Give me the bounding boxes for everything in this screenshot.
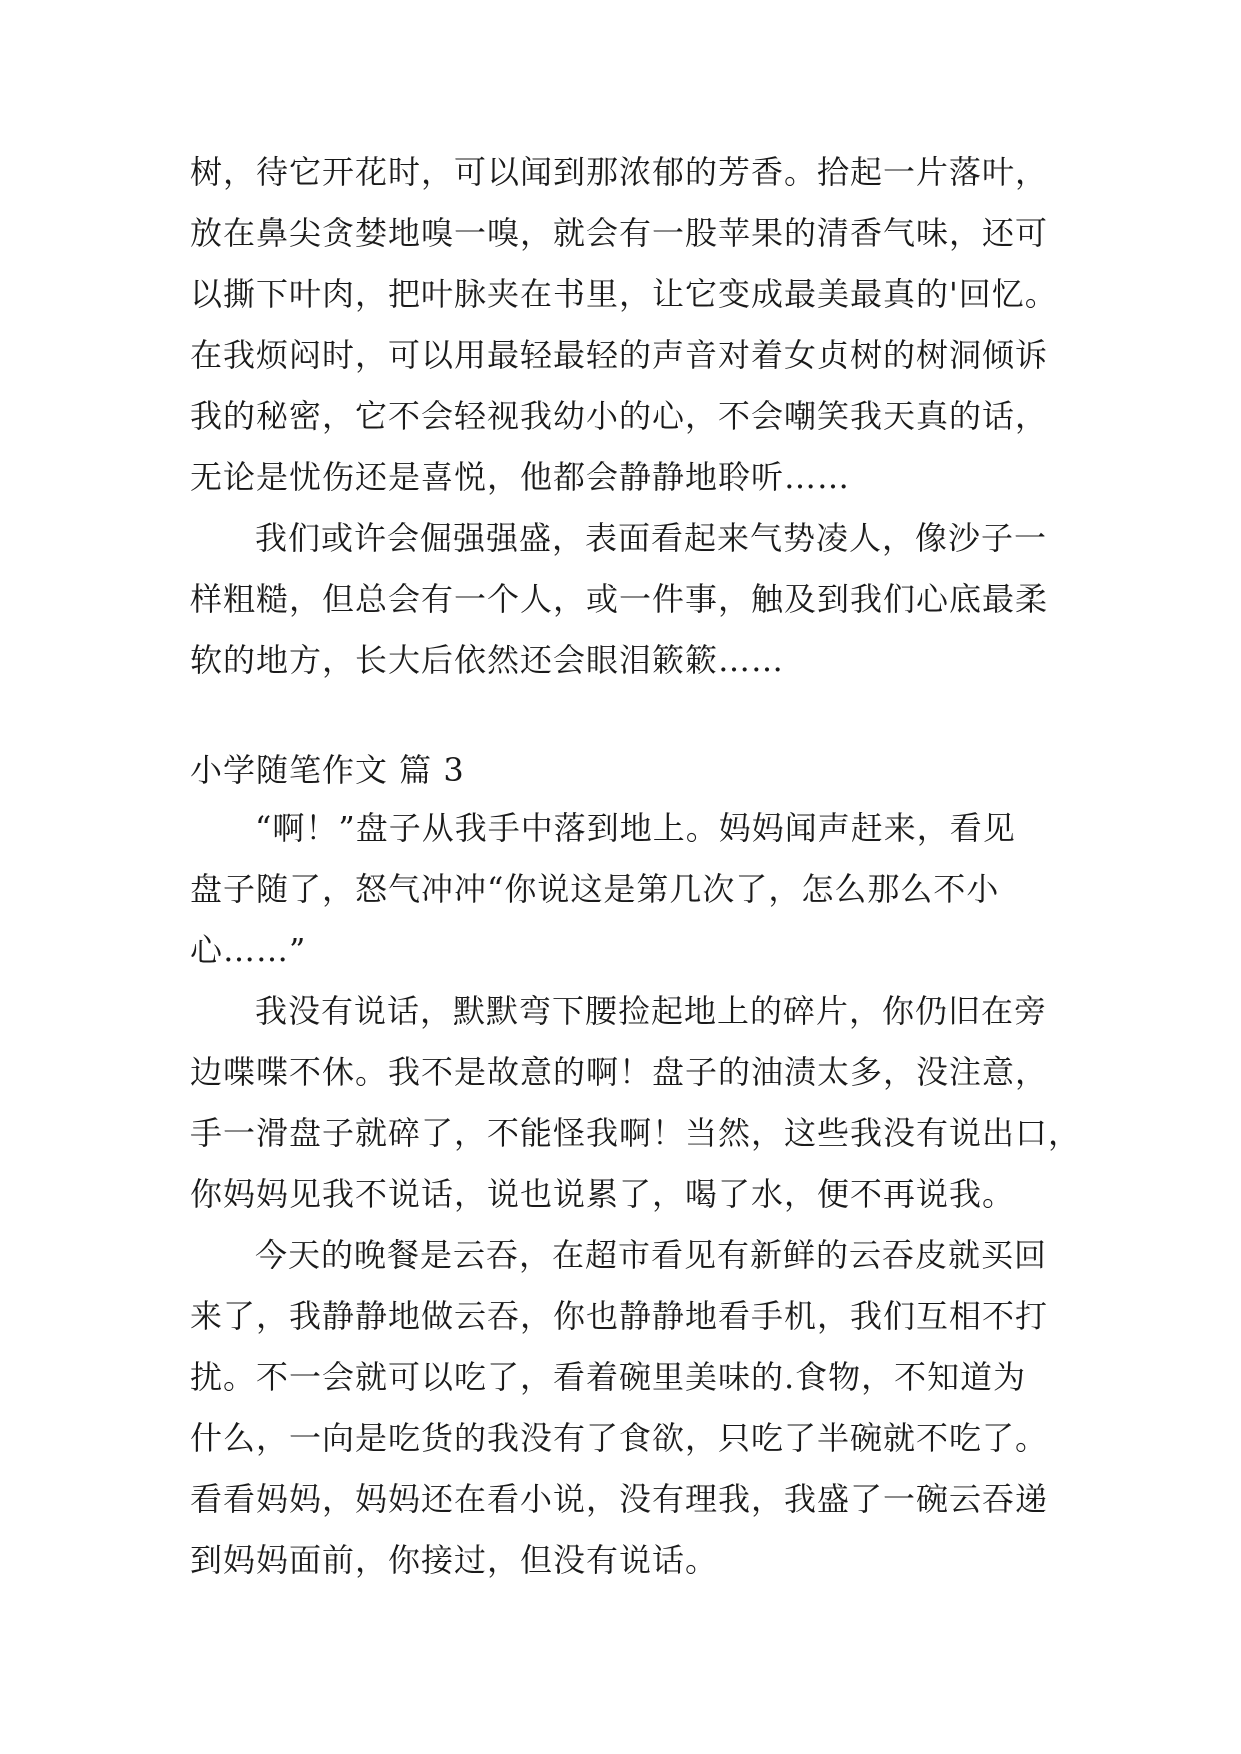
paragraph-line: 心……” [190, 931, 307, 969]
section-heading: 小学随笔作文 篇 3 [190, 751, 465, 789]
paragraph-line: “啊！”盘子从我手中落到地上。妈妈闻声赶来，看见 [255, 809, 1016, 847]
paragraph-line: 到妈妈面前，你接过，但没有说话。 [190, 1541, 719, 1579]
paragraph-line: 我们或许会倔强强盛，表面看起来气势凌人，像沙子一 [255, 519, 1048, 557]
paragraph-line: 我的秘密，它不会轻视我幼小的心，不会嘲笑我天真的话， [190, 397, 1049, 435]
paragraph-line: 边喋喋不休。我不是故意的啊！盘子的油渍太多，没注意， [190, 1053, 1049, 1091]
paragraph-line: 无论是忧伤还是喜悦，他都会静静地聆听…… [190, 458, 851, 496]
paragraph-line: 什么，一向是吃货的我没有了食欲，只吃了半碗就不吃了。 [190, 1419, 1049, 1457]
paragraph-line: 在我烦闷时，可以用最轻最轻的声音对着女贞树的树洞倾诉 [190, 336, 1049, 374]
paragraph-line: 软的地方，长大后依然还会眼泪簌簌…… [190, 641, 785, 679]
paragraph-line: 树，待它开花时，可以闻到那浓郁的芳香。拾起一片落叶， [190, 153, 1049, 191]
paragraph-line: 今天的晚餐是云吞，在超市看见有新鲜的云吞皮就买回 [255, 1236, 1048, 1274]
paragraph-line: 盘子随了，怒气冲冲“你说这是第几次了，怎么那么不小 [190, 870, 1000, 908]
paragraph-line: 以撕下叶肉，把叶脉夹在书里，让它变成最美最真的'回忆。 [190, 275, 1058, 313]
paragraph-line: 看看妈妈，妈妈还在看小说，没有理我，我盛了一碗云吞递 [190, 1480, 1049, 1518]
paragraph-line: 样粗糙，但总会有一个人，或一件事，触及到我们心底最柔 [190, 580, 1049, 618]
paragraph-line: 放在鼻尖贪婪地嗅一嗅，就会有一股苹果的清香气味，还可 [190, 214, 1049, 252]
paragraph-line: 你妈妈见我不说话，说也说累了，喝了水，便不再说我。 [190, 1175, 1016, 1213]
paragraph-line: 我没有说话，默默弯下腰捡起地上的碎片，你仍旧在旁 [255, 992, 1048, 1030]
paragraph-line: 扰。不一会就可以吃了，看着碗里美味的.食物，不知道为 [190, 1358, 1027, 1396]
paragraph-line: 手一滑盘子就碎了，不能怪我啊！当然，这些我没有说出口， [190, 1114, 1082, 1152]
paragraph-line: 来了，我静静地做云吞，你也静静地看手机，我们互相不打 [190, 1297, 1049, 1335]
